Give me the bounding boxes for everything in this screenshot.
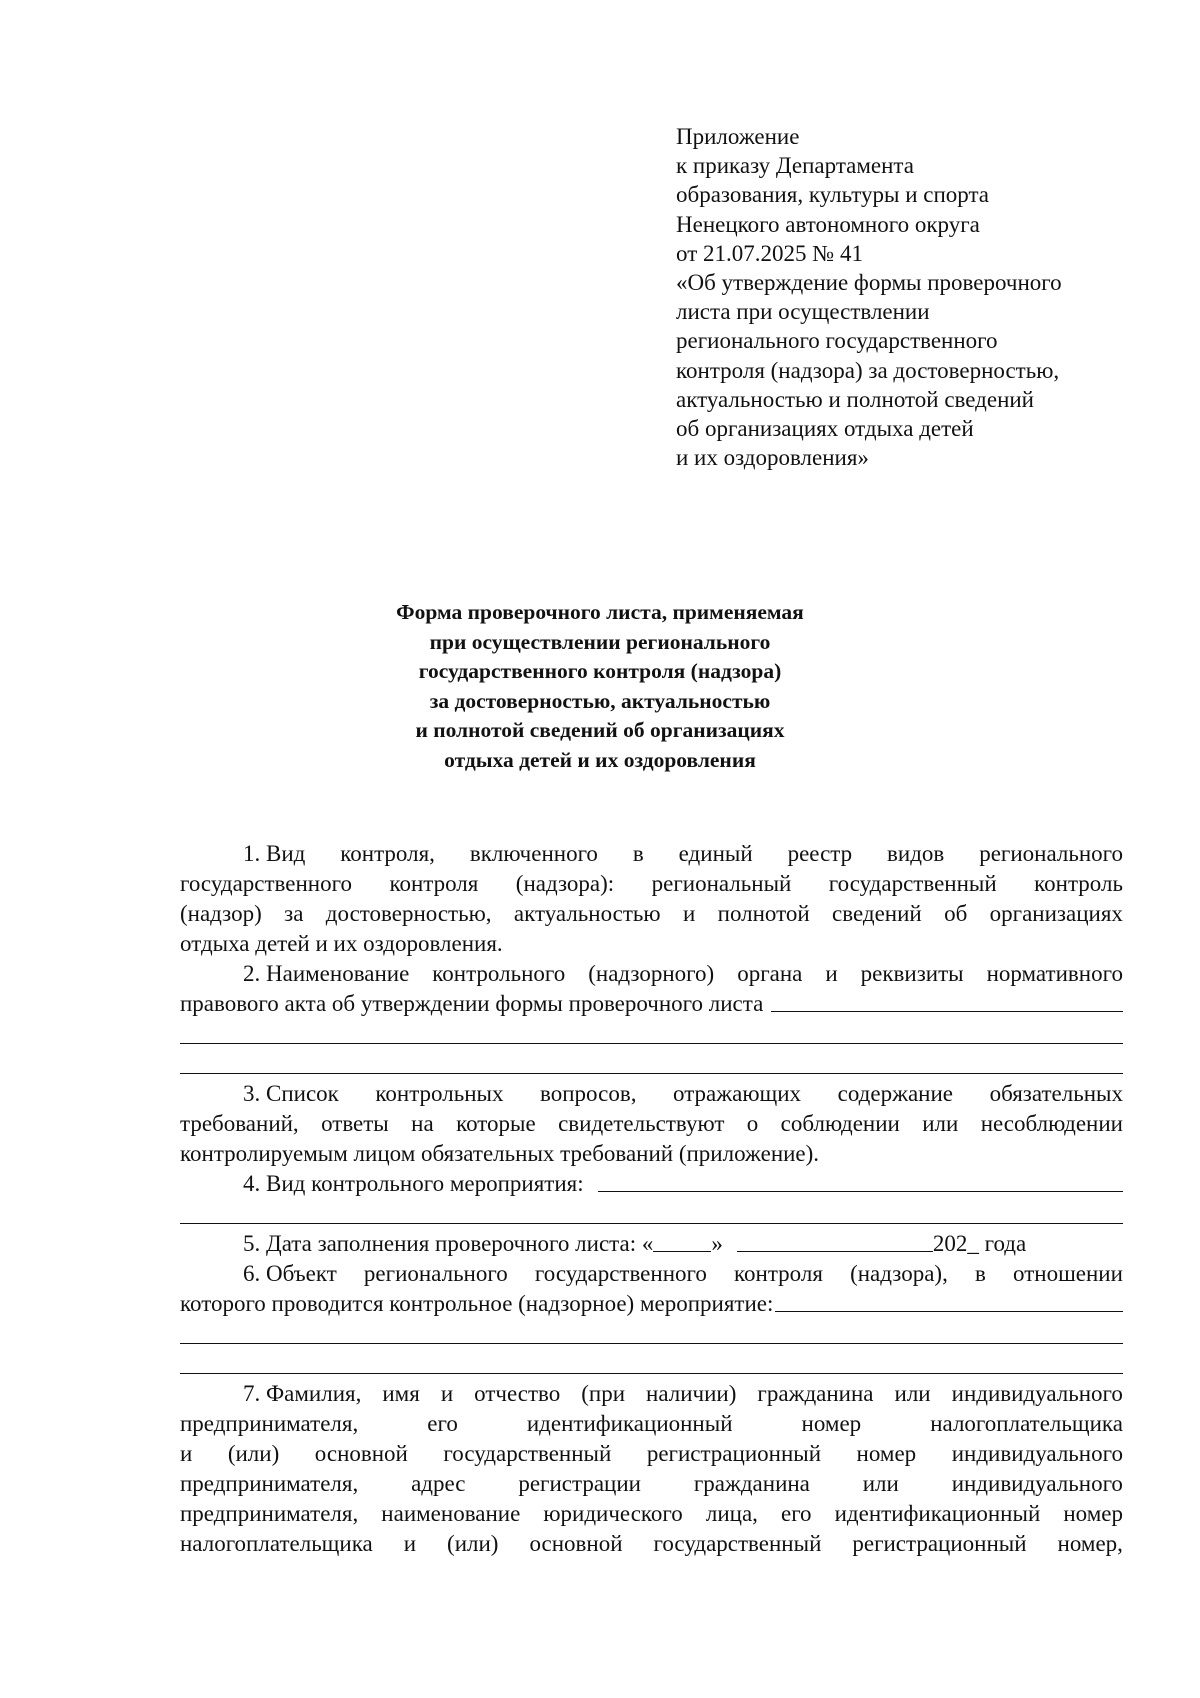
word: номер	[801, 1411, 862, 1436]
word: гражданина	[757, 1381, 874, 1406]
word: реквизиты	[860, 961, 964, 986]
blank-field[interactable]	[598, 1169, 1123, 1192]
word: регистрационный	[852, 1531, 1027, 1556]
month-blank[interactable]	[737, 1229, 933, 1252]
word: или	[862, 1471, 899, 1496]
word: несоблюдении	[980, 1111, 1123, 1136]
word: основной	[529, 1531, 623, 1556]
word: и	[180, 1441, 193, 1466]
title-line: государственного контроля (надзора)	[418, 659, 782, 684]
word: (или)	[227, 1441, 280, 1466]
item-5-line-1	[180, 1229, 1123, 1259]
annex-line: «Об утверждение формы проверочного	[676, 270, 1062, 296]
word: или	[922, 1111, 959, 1136]
word: государственный	[653, 1531, 822, 1556]
word: налогоплательщика	[930, 1411, 1123, 1436]
word: предпринимателя,	[180, 1501, 359, 1526]
item-4-text: 4. Вид контрольного мероприятия:	[243, 1171, 584, 1196]
year-text: 202_ года	[932, 1231, 1027, 1256]
word: и	[440, 1381, 454, 1406]
word: государственный	[828, 871, 997, 896]
word: отражающих	[673, 1081, 802, 1106]
item-6-line-2	[180, 1289, 1123, 1319]
item-1-line-3	[180, 899, 1123, 929]
word: свидетельствуют	[558, 1111, 725, 1136]
annex-line: актуальностью и полнотой сведений	[676, 386, 1034, 412]
word: региональный	[651, 871, 792, 896]
annex-line: Приложение	[676, 124, 800, 149]
word: индивидуального	[951, 1441, 1123, 1466]
document-title	[300, 598, 900, 776]
annex-line: регионального государственного	[676, 328, 998, 354]
item-3-line-1	[180, 1079, 1123, 1109]
title-line: отдыха детей и их оздоровления	[444, 747, 756, 772]
word: регионального	[979, 841, 1123, 866]
day-blank[interactable]	[653, 1229, 711, 1252]
word: включенного	[469, 841, 598, 866]
item-7-line-1	[180, 1379, 1123, 1409]
word: вопросов,	[540, 1081, 637, 1106]
word: его	[427, 1411, 458, 1436]
word: или	[894, 1381, 931, 1406]
title-line: и полнотой сведений об организациях	[415, 718, 785, 743]
word: и	[825, 961, 838, 986]
word: регионального	[363, 1261, 508, 1286]
word: обязательных	[989, 1081, 1123, 1106]
word: организациях	[989, 901, 1123, 926]
annex-block	[676, 122, 1146, 472]
word: контроля	[734, 1261, 823, 1286]
annex-line: образования, культуры и спорта	[676, 182, 990, 208]
word: (надзор)	[180, 901, 262, 926]
word: номер	[1063, 1501, 1123, 1526]
word: достоверностью,	[325, 901, 492, 926]
item-7-line-6	[180, 1529, 1123, 1559]
item-1-line-4: отдыха детей и их оздоровления.	[180, 931, 503, 956]
word: адрес	[411, 1471, 466, 1496]
word: идентификационный	[526, 1411, 733, 1436]
word: контрольного	[432, 961, 566, 986]
title-line: за достоверностью, актуальностью	[429, 688, 771, 713]
word: государственный	[443, 1441, 612, 1466]
item-2-line-2	[180, 989, 1123, 1019]
word: органа	[737, 961, 803, 986]
word: полнотой	[717, 901, 810, 926]
item-1-line-1	[180, 839, 1123, 869]
blank-field[interactable]	[771, 989, 1123, 1012]
word: (при	[581, 1381, 626, 1406]
word: (надзорного)	[588, 961, 715, 986]
word: его	[780, 1501, 812, 1526]
word: соблюдении	[780, 1111, 900, 1136]
annex-line: Ненецкого автономного округа	[676, 211, 980, 237]
word: налогоплательщика	[180, 1531, 373, 1556]
annex-line: и их оздоровления»	[676, 445, 869, 471]
word: (или)	[447, 1531, 499, 1556]
item-7-line-5	[180, 1499, 1123, 1529]
word: контроля	[389, 871, 479, 896]
blank-line[interactable]	[180, 1349, 1123, 1379]
annex-line: к приказу Департамента	[676, 153, 914, 179]
word: имя	[382, 1381, 420, 1406]
word: которые	[456, 1111, 536, 1136]
word: лица,	[705, 1501, 758, 1526]
word: 6. Объект	[243, 1261, 337, 1286]
item-7-line-4	[180, 1469, 1123, 1499]
word: об	[944, 901, 968, 926]
item-5-text: 5. Дата заполнения проверочного листа: «	[243, 1231, 654, 1256]
blank-line[interactable]	[180, 1319, 1123, 1349]
item-3-line-2	[180, 1109, 1123, 1139]
word: 2. Наименование	[243, 961, 410, 986]
word: индивидуального	[951, 1471, 1123, 1496]
word: основной	[314, 1441, 408, 1466]
word: ответы	[321, 1111, 389, 1136]
word: наименование	[381, 1501, 521, 1526]
word: контроль	[1034, 871, 1123, 896]
word: 1. Вид	[243, 841, 306, 866]
word: требований,	[180, 1111, 299, 1136]
word: в	[974, 1261, 986, 1286]
word: регистрационный	[646, 1441, 822, 1466]
item-4-line-1	[180, 1169, 1123, 1199]
annex-line: контроля (надзора) за достоверностью,	[676, 357, 1060, 383]
word: и	[403, 1531, 417, 1556]
annex-line: об организациях отдыха детей	[676, 416, 974, 442]
word: о	[746, 1111, 759, 1136]
quote-close: »	[711, 1231, 723, 1256]
word: контроля,	[340, 841, 435, 866]
word: отчество	[474, 1381, 561, 1406]
word: предпринимателя,	[180, 1471, 359, 1496]
item-6-line-1	[180, 1259, 1123, 1289]
word: государственного	[534, 1261, 707, 1286]
word: (надзора),	[850, 1261, 948, 1286]
word: идентификационный	[834, 1501, 1041, 1526]
document-body	[180, 839, 1123, 1559]
word: нормативного	[986, 961, 1123, 986]
word: реестр	[787, 841, 853, 866]
word: и	[682, 901, 696, 926]
item-7-line-3	[180, 1439, 1123, 1469]
word: регистрации	[518, 1471, 641, 1496]
item-6-text: которого проводится контрольное (надзорное) мероприятие:	[180, 1291, 774, 1316]
word: государственного	[180, 871, 352, 896]
word: наличии)	[646, 1381, 737, 1406]
word: за	[284, 901, 304, 926]
word: номер,	[1057, 1531, 1123, 1556]
word: номер	[856, 1441, 917, 1466]
item-7-line-2	[180, 1409, 1123, 1439]
word: 3. Список	[243, 1081, 339, 1106]
word: отношении	[1013, 1261, 1123, 1286]
word: сведений	[832, 901, 922, 926]
word: видов	[887, 841, 945, 866]
annex-line: от 21.07.2025 № 41	[676, 240, 863, 266]
title-line: Форма проверочного листа, применяемая	[396, 600, 804, 624]
item-2-text: правового акта об утверждении формы проверочного листа	[180, 991, 764, 1016]
word: на	[411, 1111, 434, 1136]
word: актуальностью	[513, 901, 661, 926]
word: содержание	[837, 1081, 954, 1106]
title-line: при осуществлении регионального	[429, 629, 771, 654]
item-3-line-3: контролируемым лицом обязательных требований (приложение).	[180, 1141, 820, 1166]
word: индивидуального	[951, 1381, 1123, 1406]
word: гражданина	[693, 1471, 810, 1496]
blank-line[interactable]	[180, 1019, 1123, 1049]
word: юридического	[543, 1501, 683, 1526]
word: 7. Фамилия,	[243, 1381, 362, 1406]
item-2-line-1	[180, 959, 1123, 989]
blank-field[interactable]	[775, 1289, 1123, 1312]
annex-line: листа при осуществлении	[676, 299, 930, 325]
item-1-line-2	[180, 869, 1123, 899]
word: в	[632, 841, 644, 866]
word: единый	[678, 841, 753, 866]
word: предпринимателя,	[180, 1411, 359, 1436]
word: (надзора):	[515, 871, 615, 896]
blank-line[interactable]	[180, 1049, 1123, 1079]
blank-line[interactable]	[180, 1199, 1123, 1229]
word: контрольных	[375, 1081, 504, 1106]
